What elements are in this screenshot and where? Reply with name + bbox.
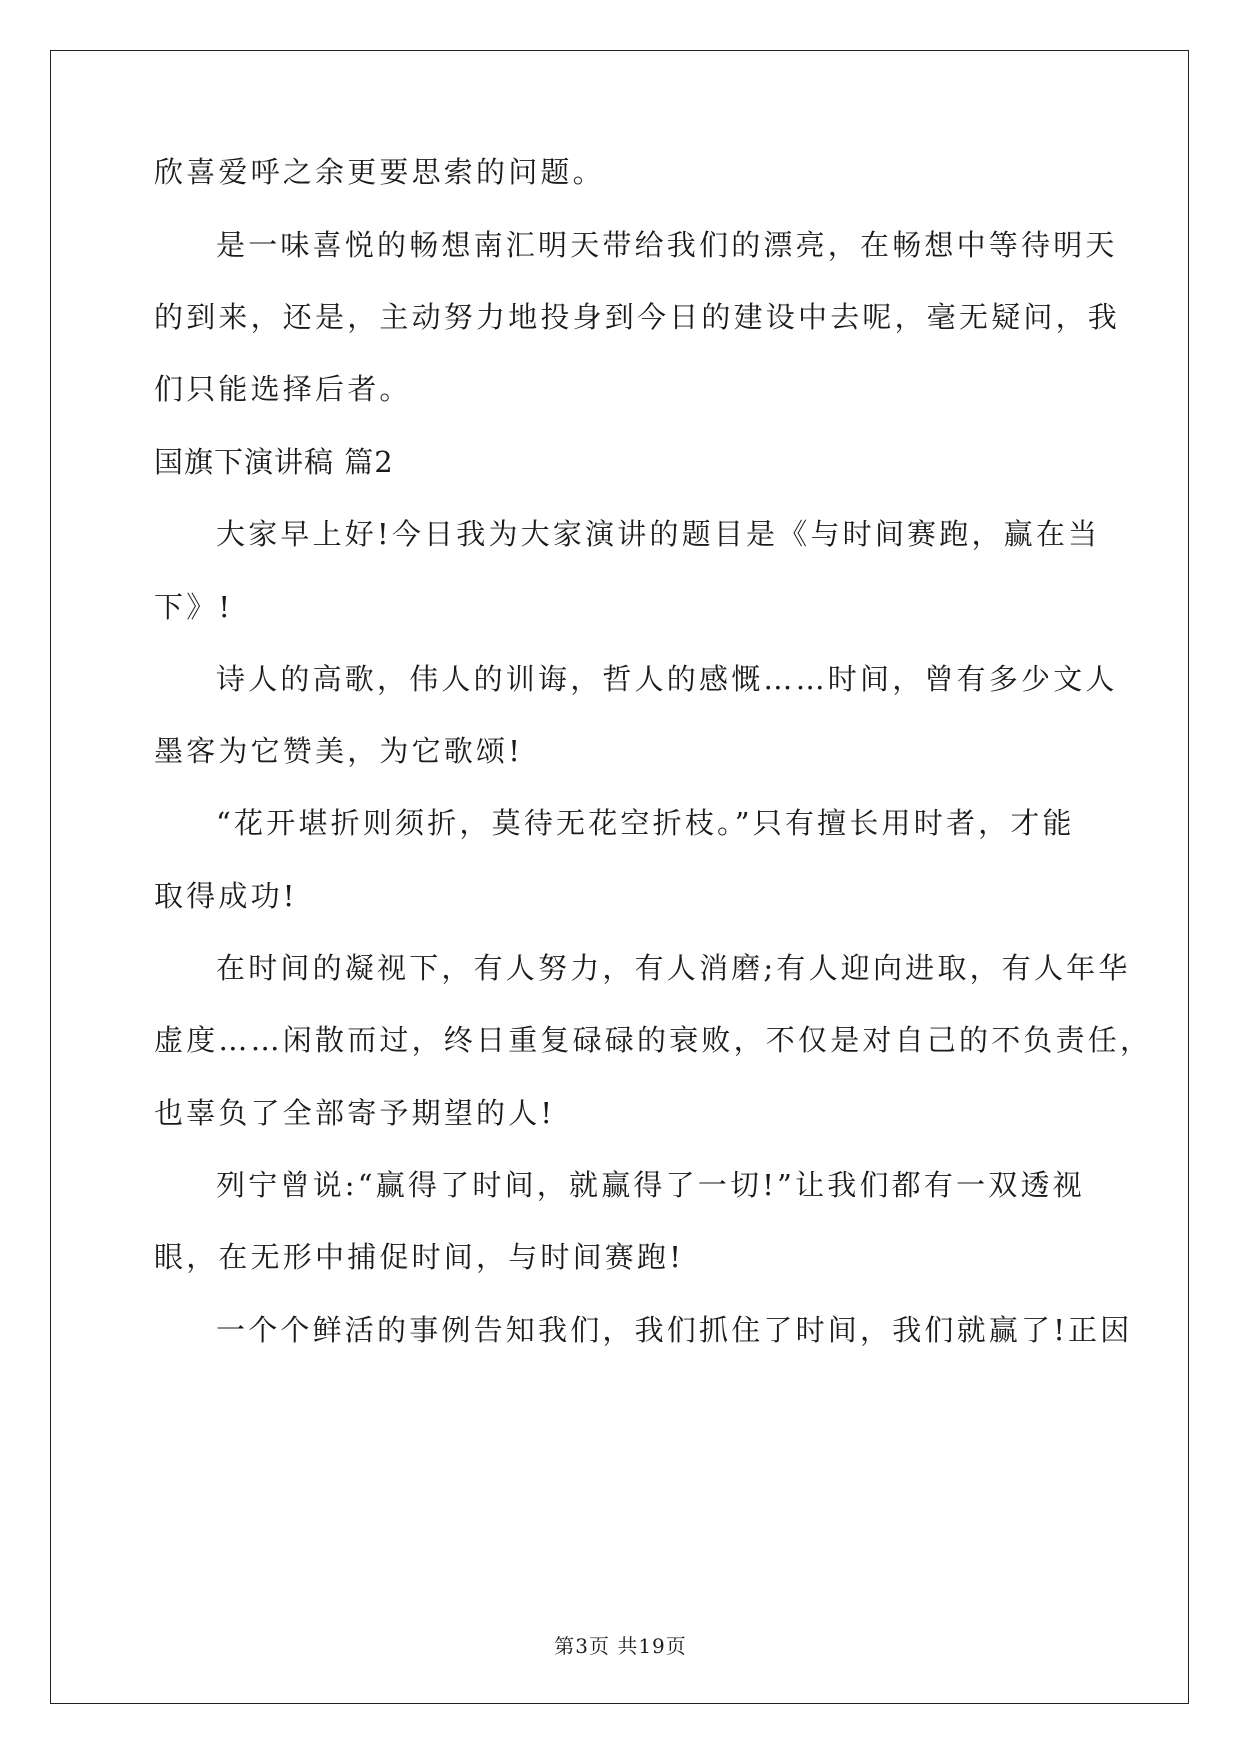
section-heading: 国旗下演讲稿 篇2 [154,445,394,479]
text-line: 们只能选择后者。 [154,372,412,406]
text-line: 虚度……闲散而过，终日重复碌碌的衰败，不仅是对自己的不负责任， [154,1023,1153,1057]
page-number: 第3页 共19页 [554,1634,687,1658]
text-line: 下》! [154,590,234,624]
text-line: 的到来，还是，主动努力地投身到今日的建设中去呢，毫无疑问，我 [154,300,1121,334]
paragraph-start: 在时间的凝视下，有人努力，有人消磨;有人迎向进取，有人年华 [216,951,1131,985]
paragraph-start: 是一味喜悦的畅想南汇明天带给我们的漂亮，在畅想中等待明天 [216,228,1118,262]
paragraph-start: “花开堪折则须折，莫待无花空折枝。”只有擅长用时者，才能 [216,806,1075,840]
text-line: 也辜负了全部寄予期望的人! [154,1096,556,1130]
paragraph-start: 大家早上好!今日我为大家演讲的题目是《与时间赛跑，赢在当 [216,517,1101,551]
text-line: 欣喜爱呼之余更要思索的问题。 [154,155,605,189]
paragraph-start: 列宁曾说:“赢得了时间，就赢得了一切!”让我们都有一双透视 [216,1168,1085,1202]
text-line: 墨客为它赞美，为它歌颂! [154,734,524,768]
paragraph-start: 一个个鲜活的事例告知我们，我们抓住了时间，我们就赢了!正因 [216,1313,1133,1347]
text-line: 眼，在无形中捕促时间，与时间赛跑! [154,1240,685,1274]
text-line: 取得成功! [154,879,298,913]
paragraph-start: 诗人的高歌，伟人的训诲，哲人的感慨……时间，曾有多少文人 [216,662,1118,696]
